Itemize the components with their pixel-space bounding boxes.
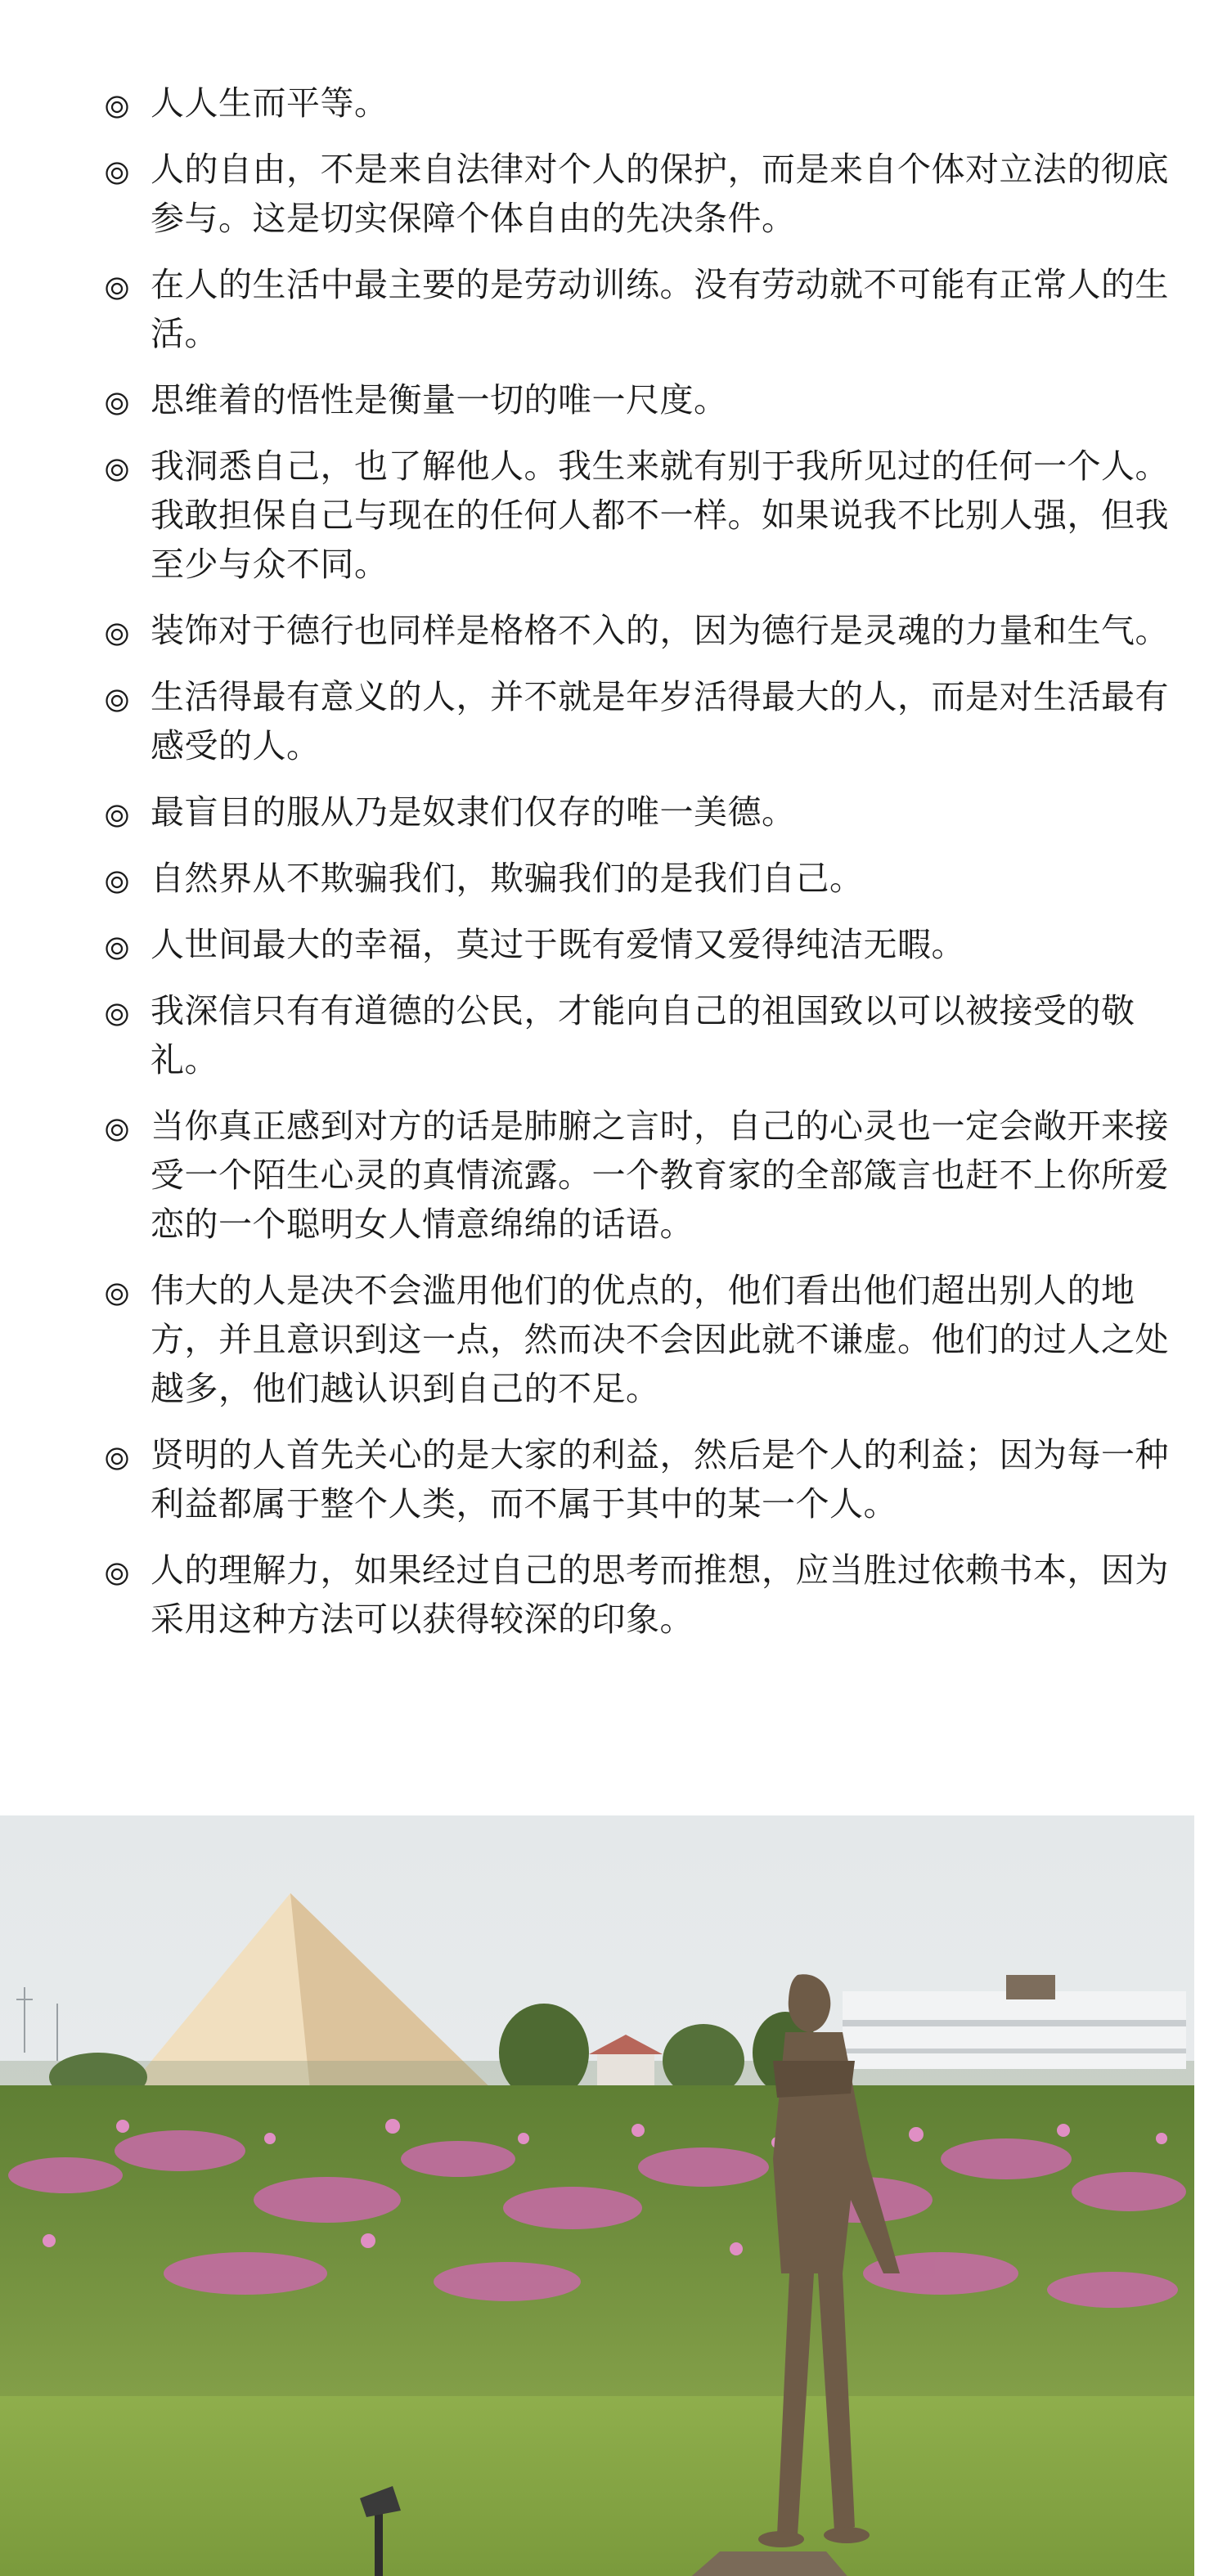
quote-text: 自然界从不欺骗我们，欺骗我们的是我们自己。 <box>151 859 864 898</box>
quote-item <box>98 442 1194 589</box>
quote-text: 装饰对于德行也同样是格格不入的，因为德行是灵魂的力量和生气。 <box>151 611 1169 650</box>
park-scene-illustration <box>0 1815 1194 2576</box>
double-circle-bullet-icon <box>105 622 129 647</box>
double-circle-bullet-icon <box>105 161 129 186</box>
double-circle-bullet-icon <box>105 804 129 828</box>
quote-text: 贤明的人首先关心的是大家的利益，然后是个人的利益；因为每一种利益都属于整个人类，而不属于其中的某一个人。 <box>151 1435 1169 1524</box>
double-circle-bullet-icon <box>105 1282 129 1307</box>
quote-item <box>98 606 1194 655</box>
quote-text: 在人的生活中最主要的是劳动训练。没有劳动就不可能有正常人的生活。 <box>151 265 1169 353</box>
double-circle-bullet-icon <box>105 689 129 713</box>
quote-text: 人的自由，不是来自法律对个人的保护，而是来自个体对立法的彻底参与。这是切实保障个体自由的先决条件。 <box>151 150 1169 238</box>
quote-text: 我洞悉自己，也了解他人。我生来就有别于我所见过的任何一个人。我敢担保自己与现在的任何人都不一样。如果说我不比别人强，但我至少与众不同。 <box>151 447 1169 584</box>
double-circle-bullet-icon <box>105 458 129 482</box>
quote-item <box>98 79 1194 128</box>
quote-item <box>98 1546 1194 1644</box>
double-circle-bullet-icon <box>105 1003 129 1027</box>
quote-text: 伟大的人是决不会滥用他们的优点的，他们看出他们超出别人的地方，并且意识到这一点，然而决不会因此就不谦虚。他们的过人之处越多，他们越认识到自己的不足。 <box>151 1271 1169 1408</box>
quote-item <box>98 986 1194 1084</box>
quote-text: 人人生而平等。 <box>151 83 389 123</box>
double-circle-bullet-icon <box>105 870 129 895</box>
statue-park-photo <box>0 1815 1194 2576</box>
double-circle-bullet-icon <box>105 936 129 961</box>
double-circle-bullet-icon <box>105 95 129 119</box>
quote-item <box>98 1102 1194 1249</box>
quote-item <box>98 375 1194 424</box>
double-circle-bullet-icon <box>105 1447 129 1471</box>
quote-item <box>98 1266 1194 1413</box>
double-circle-bullet-icon <box>105 276 129 301</box>
quote-item <box>98 854 1194 903</box>
quote-list <box>98 79 1194 1661</box>
quote-item <box>98 145 1194 243</box>
double-circle-bullet-icon <box>105 1562 129 1586</box>
quote-item <box>98 788 1194 837</box>
quote-item <box>98 260 1194 358</box>
quote-item <box>98 1430 1194 1528</box>
quote-text: 人的理解力，如果经过自己的思考而推想，应当胜过依赖书本，因为采用这种方法可以获得较深的印象。 <box>151 1551 1169 1639</box>
quote-item <box>98 672 1194 770</box>
double-circle-bullet-icon <box>105 392 129 416</box>
quote-text: 生活得最有意义的人，并不就是年岁活得最大的人，而是对生活最有感受的人。 <box>151 677 1169 765</box>
quote-text: 我深信只有有道德的公民，才能向自己的祖国致以可以被接受的敬礼。 <box>151 991 1135 1079</box>
quote-text: 人世间最大的幸福，莫过于既有爱情又爱得纯洁无暇。 <box>151 925 965 964</box>
quote-text: 当你真正感到对方的话是肺腑之言时，自己的心灵也一定会敞开来接受一个陌生心灵的真情流露。一个教育家的全部箴言也赶不上你所爱恋的一个聪明女人情意绵绵的话语。 <box>151 1106 1169 1244</box>
double-circle-bullet-icon <box>105 1118 129 1142</box>
quote-text: 最盲目的服从乃是奴隶们仅存的唯一美德。 <box>151 792 796 832</box>
quote-text: 思维着的悟性是衡量一切的唯一尺度。 <box>151 380 728 420</box>
quote-item <box>98 920 1194 969</box>
